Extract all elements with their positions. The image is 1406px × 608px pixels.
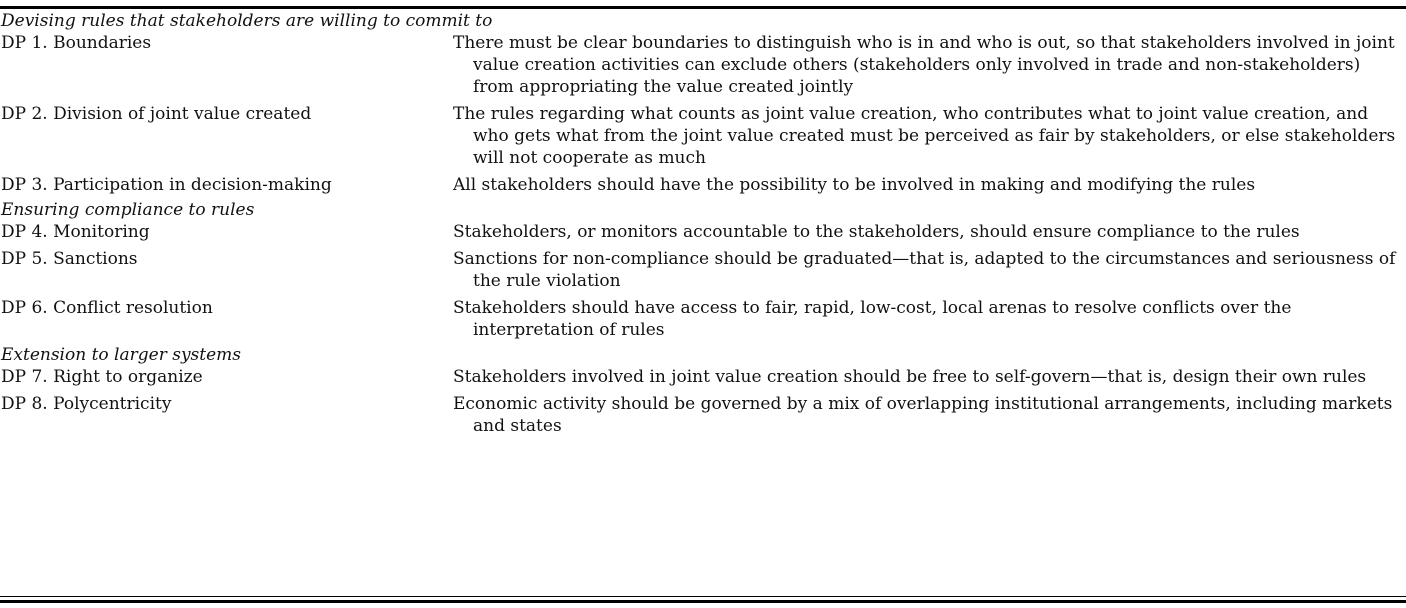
table-row-dp6 (0, 297, 1406, 341)
principle-name: DP 4. Monitoring (1, 222, 150, 242)
table-bottom-rule-thin (0, 596, 1406, 597)
table-top-rule (0, 6, 1406, 9)
table-bottom-rule-thick (0, 600, 1406, 603)
principle-description: Stakeholders should have access to fair, rapid, low-cost, local arenas to resolve conflicts over the interpretation of rules (453, 298, 1292, 340)
principle-description: There must be clear boundaries to distinguish who is in and who is out, so that stakeholders involved in joint value creation activities can exclude others (stakeholders only involved in trade and non-stakeholders) from appropriating the value created jointly (453, 33, 1395, 97)
principle-name: DP 5. Sanctions (1, 249, 138, 269)
principle-description: Sanctions for non-compliance should be graduated—that is, adapted to the circumstances and seriousness of the rule violation (453, 249, 1396, 291)
table-row-dp7 (0, 366, 1406, 388)
table-row-dp2 (0, 103, 1406, 169)
principle-description: All stakeholders should have the possibility to be involved in making and modifying the rules (453, 175, 1256, 195)
table-body (0, 10, 1406, 440)
principle-name: DP 2. Division of joint value created (1, 104, 312, 124)
principle-description: The rules regarding what counts as joint value creation, who contributes what to joint value creation, and who gets what from the joint value created must be perceived as fair by stakeholders, or else stakeholders will not cooperate as much (453, 104, 1396, 168)
principle-name: DP 6. Conflict resolution (1, 298, 213, 318)
principle-name: DP 1. Boundaries (1, 33, 152, 53)
table-row-dp5 (0, 248, 1406, 292)
table-row-dp1 (0, 32, 1406, 98)
principle-description: Stakeholders involved in joint value creation should be free to self-govern—that is, design their own rules (453, 367, 1367, 387)
table-row-dp4 (0, 221, 1406, 243)
principle-description: Economic activity should be governed by a mix of overlapping institutional arrangements, including markets and states (453, 394, 1393, 436)
principle-name: DP 3. Participation in decision-making (1, 175, 332, 195)
principle-description: Stakeholders, or monitors accountable to the stakeholders, should ensure compliance to the rules (453, 222, 1300, 242)
principle-name: DP 7. Right to organize (1, 367, 203, 387)
section-heading-devising-rules: Devising rules that stakeholders are willing to commit to (1, 11, 493, 31)
section-heading-ensuring-compliance: Ensuring compliance to rules (1, 200, 255, 220)
section-heading-extension: Extension to larger systems (1, 345, 242, 365)
table-row-dp3 (0, 174, 1406, 196)
table-row-dp8 (0, 393, 1406, 437)
principle-name: DP 8. Polycentricity (1, 394, 172, 414)
